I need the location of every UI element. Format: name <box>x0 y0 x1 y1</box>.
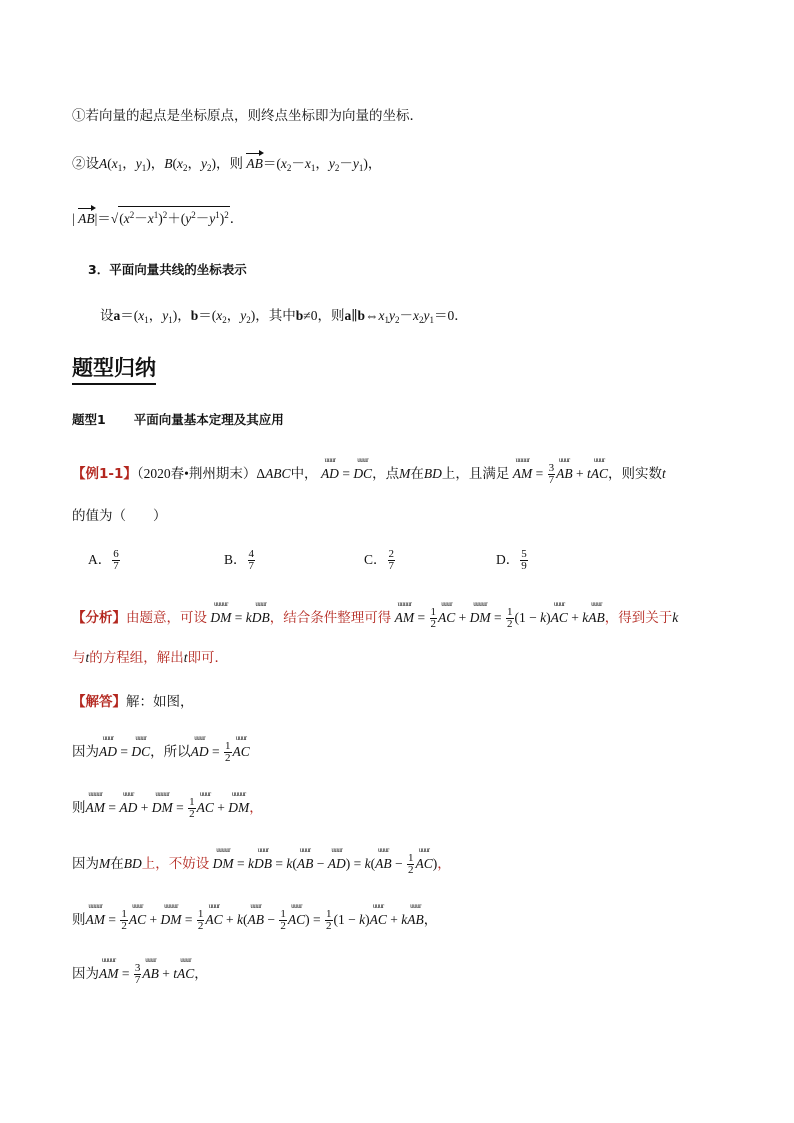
example-question-line-2: 的值为（ ） <box>72 508 167 523</box>
text-line-origin-note: ①若向量的起点是坐标原点，则终点坐标即为向量的坐标． <box>72 108 423 123</box>
solution-step-4: 则 uuuur AM = $\frac{1}{2}$ uuur AC + uuuur DM = $\frac{1}{2}$ uuur AC + k( uuur AB − $\frac{1}{2}$ uuur AC) = $\frac{1}{2}$ (1 − k) uuur AC + k uuur AB， <box>72 902 438 933</box>
text-line-vector-coordinates: ②设$A(x_1$，$y_1$)，$B(x_2$，$y_2$)，则 $AB=(x_2-x_1$，$y_2-y_1$)， <box>72 156 382 173</box>
option-d: D． $\frac{5}{9}$ <box>496 548 527 573</box>
solution-step-5: 因为 uuuur AM = $\frac{3}{7}$ uuur AB + t uuur AC， <box>72 956 208 987</box>
option-c: C． $\frac{2}{7}$ <box>364 548 395 573</box>
answer-intro: 【解答】解：如图， <box>72 694 194 709</box>
analysis-line-1: 【分析】由题意，可设 uuuur DM = k uuur DB，结合条件整理可得 uuuur AM = $\frac{1}{2}$ uuur AC + uuuur DM = $\frac{1}{2}$ (1 − k) uuur AC + k uuur AB，得到关于k <box>72 600 679 631</box>
solution-step-2: 则 uuuur AM = uuur AD + uuuur DM = $\frac{1}{2}$ uuur AC + uuuur DM， <box>72 790 263 821</box>
section-3-title: 3．平面向量共线的坐标表示 <box>88 262 247 277</box>
solution-step-3: 因为M在BD上，不妨设 uuuur DM = k uuur DB = k( uuur AB − uuur AD) = k( uuur AB − $\frac{1}{2}$ uuur AC)， <box>72 846 451 877</box>
solution-step-1: 因为 uuur AD = uuur DC，所以 uuur AD = $\frac{1}{2}$ uuur AC <box>72 734 250 765</box>
example-question: 【例1-1】（2020春•荆州期末）ΔABC中， uuur AD = uuur DC，点M在BD上，且满足 uuuur AM = $\frac{3}{7}$ uuur AB + t uuur AC，则实数t <box>72 456 666 487</box>
section-heading: 题型归纳 <box>72 352 156 385</box>
text-line-collinear-condition: 设$a=(x_1$，$y_1$)，$b=(x_2$，$y_2$)，其中b≠0，则$a\parallel b\Leftrightarrow x_1y_2-x_2y_1=0$． <box>100 308 468 325</box>
option-a: A． $\frac{6}{7}$ <box>88 548 119 573</box>
option-b: B． $\frac{4}{7}$ <box>224 548 255 573</box>
type-1-title: 题型1 平面向量基本定理及其应用 <box>72 412 284 427</box>
text-line-vector-magnitude: | $AB|=√(x^2-x^1)^2+(y^2-y^1)^2$． <box>72 206 243 227</box>
analysis-line-2: 与t的方程组，解出t即可． <box>72 650 229 665</box>
